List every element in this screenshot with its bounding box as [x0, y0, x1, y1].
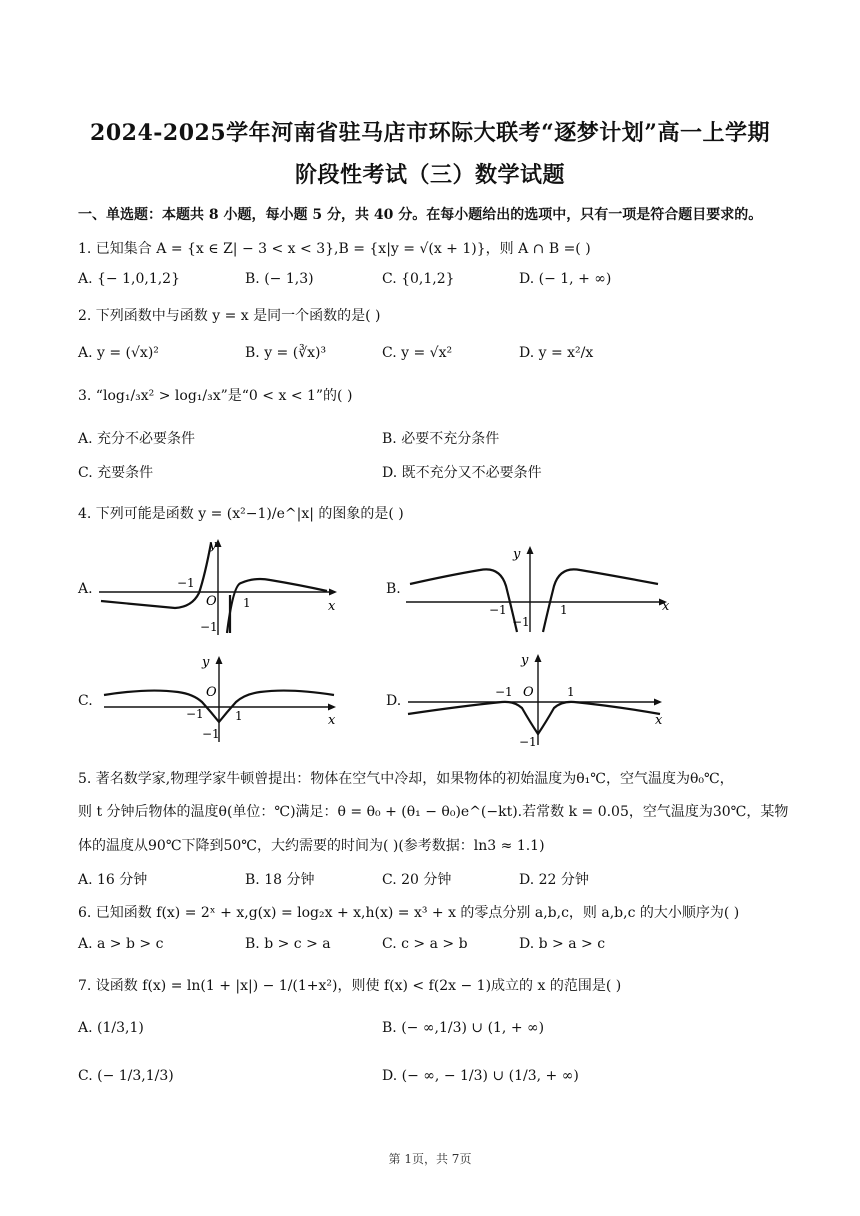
q4a-axis-y: y [209, 538, 217, 553]
q4a-tick-1: 1 [243, 596, 251, 610]
q4b-tick-neg1-x: −1 [489, 603, 507, 617]
q2-stem: 2. 下列函数中与函数 y = x 是同一个函数的是( ) [78, 308, 381, 324]
q4c-tick-neg1-x: −1 [186, 707, 204, 721]
q1-stem: 1. 已知集合 A = {x ∈ Z| − 3 < x < 3},B = {x|y = √(x + 1)}，则 A ∩ B =( ) [78, 241, 591, 257]
q4c-origin: O [206, 685, 217, 700]
q4-label-b: B. [386, 581, 401, 597]
q4a-tick-neg1-y: −1 [200, 620, 218, 634]
q4c-axis-y: y [202, 655, 210, 670]
q4-graph-a [95, 535, 350, 640]
q1-option-b: B. (− 1,3) [245, 271, 314, 287]
q7-option-c: C. (− 1/3,1/3) [78, 1068, 174, 1084]
q4a-axis-x: x [328, 599, 336, 614]
q3-option-a: A. 充分不必要条件 [78, 431, 196, 447]
q3-option-c: C. 充要条件 [78, 465, 154, 481]
q6-option-a: A. a > b > c [78, 936, 164, 952]
q4d-axis-y: y [521, 653, 529, 668]
q1-option-c: C. {0,1,2} [382, 271, 455, 287]
q7-option-a: A. (1/3,1) [78, 1020, 144, 1036]
q4d-tick-neg1-x: −1 [495, 685, 513, 699]
q4-graph-c [98, 650, 350, 745]
q4c-axis-x: x [328, 713, 336, 728]
q6-stem: 6. 已知函数 f(x) = 2ˣ + x,g(x) = log₂x + x,h(x) = x³ + x 的零点分别 a,b,c，则 a,b,c 的大小顺序为( ) [78, 905, 740, 921]
q5-line-1: 5. 著名数学家,物理学家牛顿曾提出：物体在空气中冷却，如果物体的初始温度为θ₁℃，空气温度为θ₀℃， [78, 771, 734, 787]
q5-option-b: B. 18 分钟 [245, 872, 315, 888]
q2-option-c: C. y = √x² [382, 345, 453, 361]
q7-option-d: D. (− ∞, − 1/3) ∪ (1/3, + ∞) [382, 1068, 579, 1084]
q3-option-b: B. 必要不充分条件 [382, 431, 500, 447]
q4-graph-d [402, 650, 674, 750]
q2-option-a: A. y = (√x)² [78, 345, 159, 361]
q4c-tick-1: 1 [235, 709, 243, 723]
q4d-axis-x: x [655, 713, 663, 728]
section-heading: 一、单选题：本题共 8 小题，每小题 5 分，共 40 分。在每小题给出的选项中，只有一项是符合题目要求的。 [78, 207, 763, 223]
q7-stem: 7. 设函数 f(x) = ln(1 + |x|) − 1/(1+x²)，则使 f(x) < f(2x − 1)成立的 x 的范围是( ) [78, 978, 622, 994]
q4c-tick-neg1-y: −1 [202, 727, 220, 741]
q1-option-d: D. (− 1, + ∞) [519, 271, 612, 287]
q5-line-2: 则 t 分钟后物体的温度θ(单位：℃)满足：θ = θ₀ + (θ₁ − θ₀)e^(−kt).若常数 k = 0.05，空气温度为30℃，某物 [78, 804, 789, 820]
q4b-tick-neg1-y: −1 [512, 615, 530, 629]
q4-stem: 4. 下列可能是函数 y = (x²−1)/e^|x| 的图象的是( ) [78, 506, 404, 522]
q4-label-d: D. [386, 693, 402, 709]
title-line-2: 阶段性考试（三）数学试题 [294, 162, 565, 188]
q2-option-b: B. y = (∛x)³ [245, 345, 327, 361]
q4b-tick-1: 1 [560, 603, 568, 617]
q4b-axis-x: x [662, 599, 670, 614]
title-line-1: 2024-2025学年河南省驻马店市环际大联考“逐梦计划”高一上学期 [90, 120, 770, 146]
q4-graph-b [400, 540, 675, 635]
q3-option-d: D. 既不充分又不必要条件 [382, 465, 542, 481]
q4-label-c: C. [78, 693, 93, 709]
q4d-tick-1: 1 [567, 685, 575, 699]
q7-option-b: B. (− ∞,1/3) ∪ (1, + ∞) [382, 1020, 545, 1036]
q6-option-b: B. b > c > a [245, 936, 331, 952]
q5-option-c: C. 20 分钟 [382, 872, 452, 888]
q4-label-a: A. [78, 581, 93, 597]
q5-option-d: D. 22 分钟 [519, 872, 589, 888]
q4a-origin: O [206, 594, 217, 609]
q4d-tick-neg1-y: −1 [519, 735, 537, 749]
q3-stem: 3. “log₁/₃x² > log₁/₃x”是“0 < x < 1”的( ) [78, 388, 353, 404]
q5-option-a: A. 16 分钟 [78, 872, 148, 888]
q4b-axis-y: y [513, 547, 521, 562]
q4d-origin: O [523, 685, 534, 700]
page-footer: 第 1页，共 7页 [388, 1152, 472, 1166]
q5-line-3: 体的温度从90℃下降到50℃，大约需要的时间为( )(参考数据：ln3 ≈ 1.1) [78, 838, 545, 854]
q1-option-a: A. {− 1,0,1,2} [78, 271, 180, 287]
q2-option-d: D. y = x²/x [519, 345, 594, 361]
q4a-tick-neg1-x: −1 [177, 576, 195, 590]
q6-option-c: C. c > a > b [382, 936, 468, 952]
q6-option-d: D. b > a > c [519, 936, 606, 952]
